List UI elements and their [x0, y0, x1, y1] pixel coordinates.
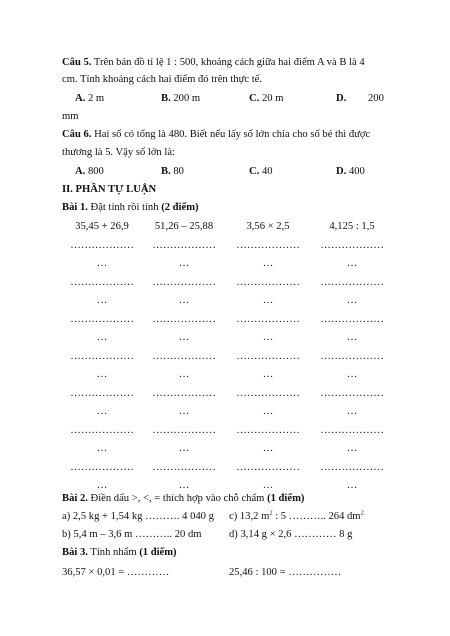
answer-dots: ………………: [70, 425, 134, 436]
bai1-answer-row: [62, 424, 392, 437]
answer-dots: …: [178, 295, 190, 306]
q6-option-a: A. 800: [75, 166, 104, 177]
answer-dots: ………………: [70, 351, 134, 362]
answer-dots: …: [346, 332, 358, 343]
bai2-item-b: b) 5,4 m – 3,6 m ……….. 20 dm: [62, 529, 202, 540]
answer-dots: …: [346, 258, 358, 269]
answer-dots: …: [262, 480, 274, 491]
bai1-answer-row: [62, 387, 392, 400]
bai1-answer-row: [62, 442, 392, 455]
answer-dots: ………………: [70, 314, 134, 325]
answer-dots: …: [262, 258, 274, 269]
answer-dots: …: [346, 369, 358, 380]
answer-dots: ………………: [152, 314, 216, 325]
q5-option-d: D.: [336, 93, 347, 104]
answer-dots: …: [96, 406, 108, 417]
answer-dots: ………………: [320, 462, 384, 473]
q5-line2: cm. Tính khoảng cách hai điểm đó trên thực tế.: [62, 74, 262, 85]
bai1-answer-row: [62, 257, 392, 270]
bai1-answer-row: [62, 461, 392, 474]
q6-option-b: B. 80: [161, 166, 184, 177]
answer-dots: ………………: [152, 462, 216, 473]
answer-dots: …: [262, 332, 274, 343]
answer-dots: …: [178, 258, 190, 269]
q6-label: Câu 6.: [62, 129, 92, 140]
answer-dots: …: [96, 369, 108, 380]
answer-dots: ………………: [70, 277, 134, 288]
answer-dots: ………………: [152, 277, 216, 288]
answer-dots: …: [346, 295, 358, 306]
bai2-item-a: a) 2,5 kg + 1,54 kg ………. 4 040 g: [62, 511, 214, 522]
bai3-expr-2: 25,46 : 100 = ……………: [229, 567, 342, 578]
q5-option-d-unit: mm: [62, 111, 79, 122]
answer-dots: ………………: [70, 240, 134, 251]
q5-option-d-value: 200: [368, 93, 384, 104]
bai1-answer-row: [62, 294, 392, 307]
answer-dots: …: [178, 443, 190, 454]
bai1-answer-row: [62, 331, 392, 344]
answer-dots: …: [96, 443, 108, 454]
bai1-answer-row: [62, 239, 392, 252]
answer-dots: ………………: [236, 277, 300, 288]
bai1-expressions: [62, 220, 392, 233]
answer-dots: …: [178, 480, 190, 491]
answer-dots: ………………: [236, 462, 300, 473]
answer-dots: ………………: [236, 388, 300, 399]
answer-dots: …: [178, 332, 190, 343]
bai1-answer-row: [62, 479, 392, 492]
answer-dots: ………………: [152, 388, 216, 399]
expr-4: 4,125 : 1,5: [329, 221, 375, 232]
answer-dots: ………………: [320, 425, 384, 436]
answer-dots: ………………: [320, 388, 384, 399]
section-title: II. PHẦN TỰ LUẬN: [62, 184, 157, 195]
answer-dots: …: [178, 406, 190, 417]
q6-option-c: C. 40: [249, 166, 273, 177]
bai1-answer-row: [62, 276, 392, 289]
q6-line2: thương là 5. Vậy số lớn là:: [62, 147, 175, 158]
answer-dots: ………………: [236, 240, 300, 251]
q5-line1: Câu 5. Trên bản đồ tỉ lệ 1 : 500, khoảng cách giữa hai điểm A và B là 4: [62, 57, 365, 68]
answer-dots: …: [262, 443, 274, 454]
bai1-answer-row: [62, 350, 392, 363]
bai1-answer-row: [62, 405, 392, 418]
answer-dots: ………………: [320, 314, 384, 325]
answer-dots: …: [178, 369, 190, 380]
answer-dots: ………………: [152, 425, 216, 436]
expr-2: 51,26 – 25,88: [154, 221, 214, 232]
answer-dots: ………………: [70, 388, 134, 399]
answer-dots: ………………: [236, 314, 300, 325]
q5-option-c: C. 20 m: [249, 93, 284, 104]
bai3-heading: Bài 3. Tính nhẩm (1 điểm): [62, 547, 177, 558]
bai3-expr-1: 36,57 × 0,01 = …………: [62, 567, 170, 578]
answer-dots: …: [96, 480, 108, 491]
answer-dots: ………………: [152, 240, 216, 251]
bai1-heading: Bài 1. Đặt tính rồi tính (2 điểm): [62, 202, 199, 213]
bai1-answer-row: [62, 368, 392, 381]
answer-dots: ………………: [152, 351, 216, 362]
answer-dots: ………………: [236, 425, 300, 436]
q5-option-a: A. 2 m: [75, 93, 105, 104]
answer-dots: …: [346, 406, 358, 417]
answer-dots: …: [262, 406, 274, 417]
bai1-answer-row: [62, 313, 392, 326]
bai2-heading: Bài 2. Điền dấu >, <, = thích hợp vào chỗ chấm (1 điểm): [62, 493, 305, 504]
answer-dots: …: [346, 480, 358, 491]
answer-dots: ………………: [320, 277, 384, 288]
answer-dots: ………………: [320, 351, 384, 362]
answer-dots: …: [96, 295, 108, 306]
q6-option-d: D. 400: [336, 166, 365, 177]
q6-line1: Câu 6. Hai số có tổng là 480. Biết nếu lấy số lớn chia cho số bé thì được: [62, 129, 371, 140]
answer-dots: …: [96, 332, 108, 343]
answer-dots: …: [96, 258, 108, 269]
bai2-item-d: d) 3,14 g × 2,6 ………… 8 g: [229, 529, 353, 540]
q5-label: Câu 5.: [62, 57, 92, 68]
answer-dots: …: [262, 295, 274, 306]
expr-1: 35,45 + 26,9: [75, 221, 129, 232]
q5-option-b: B. 200 m: [161, 93, 201, 104]
bai2-item-c: c) 13,2 $m^2$ : 5 ……….. 264 $dm^2$: [229, 509, 364, 522]
answer-dots: …: [346, 443, 358, 454]
answer-dots: …: [262, 369, 274, 380]
answer-dots: ………………: [320, 240, 384, 251]
expr-3: 3,56 × 2,5: [246, 221, 290, 232]
answer-dots: ………………: [236, 351, 300, 362]
answer-dots: ………………: [70, 462, 134, 473]
